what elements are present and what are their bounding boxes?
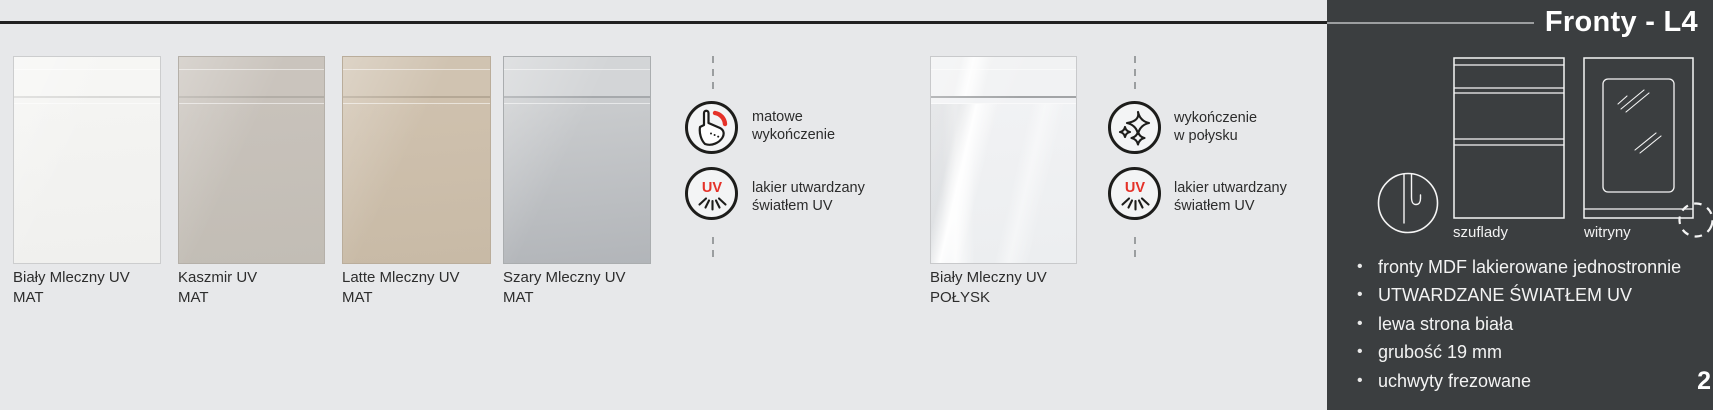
swatch-drawer-front (14, 57, 160, 96)
feature-label-line: matowe (752, 109, 803, 125)
swatch-front-image (178, 56, 325, 264)
drawers-diagram (1453, 57, 1565, 219)
sample-label (930, 268, 1077, 308)
vitrines-label: witryny (1584, 224, 1631, 241)
swatch-front-image (930, 56, 1077, 264)
swatch-door-front (343, 104, 490, 263)
gloss-finish-icon (1108, 101, 1161, 154)
spec-bullet: • UTWARDZANE ŚWIATŁEM UV (1355, 281, 1707, 309)
matte-finish-label (752, 109, 835, 144)
title-rule (1327, 22, 1534, 24)
svg-text:UV: UV (1124, 179, 1145, 196)
sample-bialy-mleczny-polysk (930, 56, 1077, 308)
swatch-drawer-front (343, 57, 490, 96)
swatch-door-front (504, 104, 650, 263)
sample-latte-mleczny-mat (342, 56, 491, 308)
sample-name: Kaszmir UV (178, 269, 258, 286)
sample-name: Latte Mleczny UV (342, 269, 460, 286)
swatch-door-front (14, 104, 160, 263)
feature-label-line: wykończenie (752, 126, 836, 143)
swatch-front-image (13, 56, 161, 264)
sample-label (342, 268, 491, 308)
sample-finish: MAT (13, 289, 44, 306)
feature-label-line: światłem UV (1174, 197, 1255, 214)
uv-cured-icon (685, 167, 738, 220)
swatch-front-image (342, 56, 491, 264)
sample-label (13, 268, 161, 308)
sample-name: Biały Mleczny UV (13, 269, 130, 286)
sample-bialy-mleczny-mat (13, 56, 161, 308)
drawers-label: szuflady (1453, 224, 1509, 241)
sample-finish: MAT (178, 289, 209, 306)
page-title: Fronty - L4 (1544, 6, 1698, 38)
uv-cured-icon (1108, 167, 1161, 220)
sample-finish: MAT (503, 289, 534, 306)
sample-szary-mleczny-mat (503, 56, 651, 308)
spec-bullet: • lewa strona biała (1355, 310, 1707, 338)
matte-finish-icon (685, 101, 738, 154)
dashed-connector (1134, 237, 1136, 259)
uv-cured-label (752, 180, 865, 215)
feature-label-line: lakier utwardzany (1174, 180, 1287, 196)
swatch-drawer-front (179, 57, 324, 96)
swatch-door-front (931, 104, 1076, 263)
swatch-front-image (503, 56, 651, 264)
svg-text:UV: UV (701, 179, 722, 196)
spec-bullet: • fronty MDF lakierowane jednostronnie (1355, 253, 1707, 281)
vitrine-diagram (1583, 57, 1694, 219)
sample-finish: POŁYSK (930, 289, 991, 306)
spec-bullet: • uchwyty frezowane (1355, 367, 1707, 395)
swatch-drawer-front (931, 57, 1076, 96)
gloss-finish-label (1174, 110, 1257, 145)
sample-label (178, 268, 325, 308)
spec-bullet: • grubość 19 mm (1355, 338, 1707, 366)
feature-label-line: lakier utwardzany (752, 180, 865, 196)
feature-label-line: w połysku (1174, 127, 1238, 144)
swatch-drawer-front (504, 57, 650, 96)
corner-detail-dashed-circle (1676, 200, 1713, 240)
spec-bullet-list (1355, 253, 1707, 395)
milled-handle-icon (1377, 172, 1439, 234)
dashed-connector (712, 56, 714, 89)
sample-label (503, 268, 651, 308)
dashed-connector (712, 237, 714, 259)
feature-label-line: światłem UV (752, 197, 833, 214)
sample-kaszmir-mat (178, 56, 325, 308)
header-rule (0, 21, 1327, 24)
sample-name: Szary Mleczny UV (503, 269, 626, 286)
sample-name: Biały Mleczny UV (930, 269, 1047, 286)
uv-cured-label (1174, 180, 1287, 215)
dashed-connector (1134, 56, 1136, 89)
swatch-door-front (179, 104, 324, 263)
sample-finish: MAT (342, 289, 373, 306)
page-number: 2 (1697, 367, 1711, 395)
feature-label-line: wykończenie (1174, 110, 1258, 126)
